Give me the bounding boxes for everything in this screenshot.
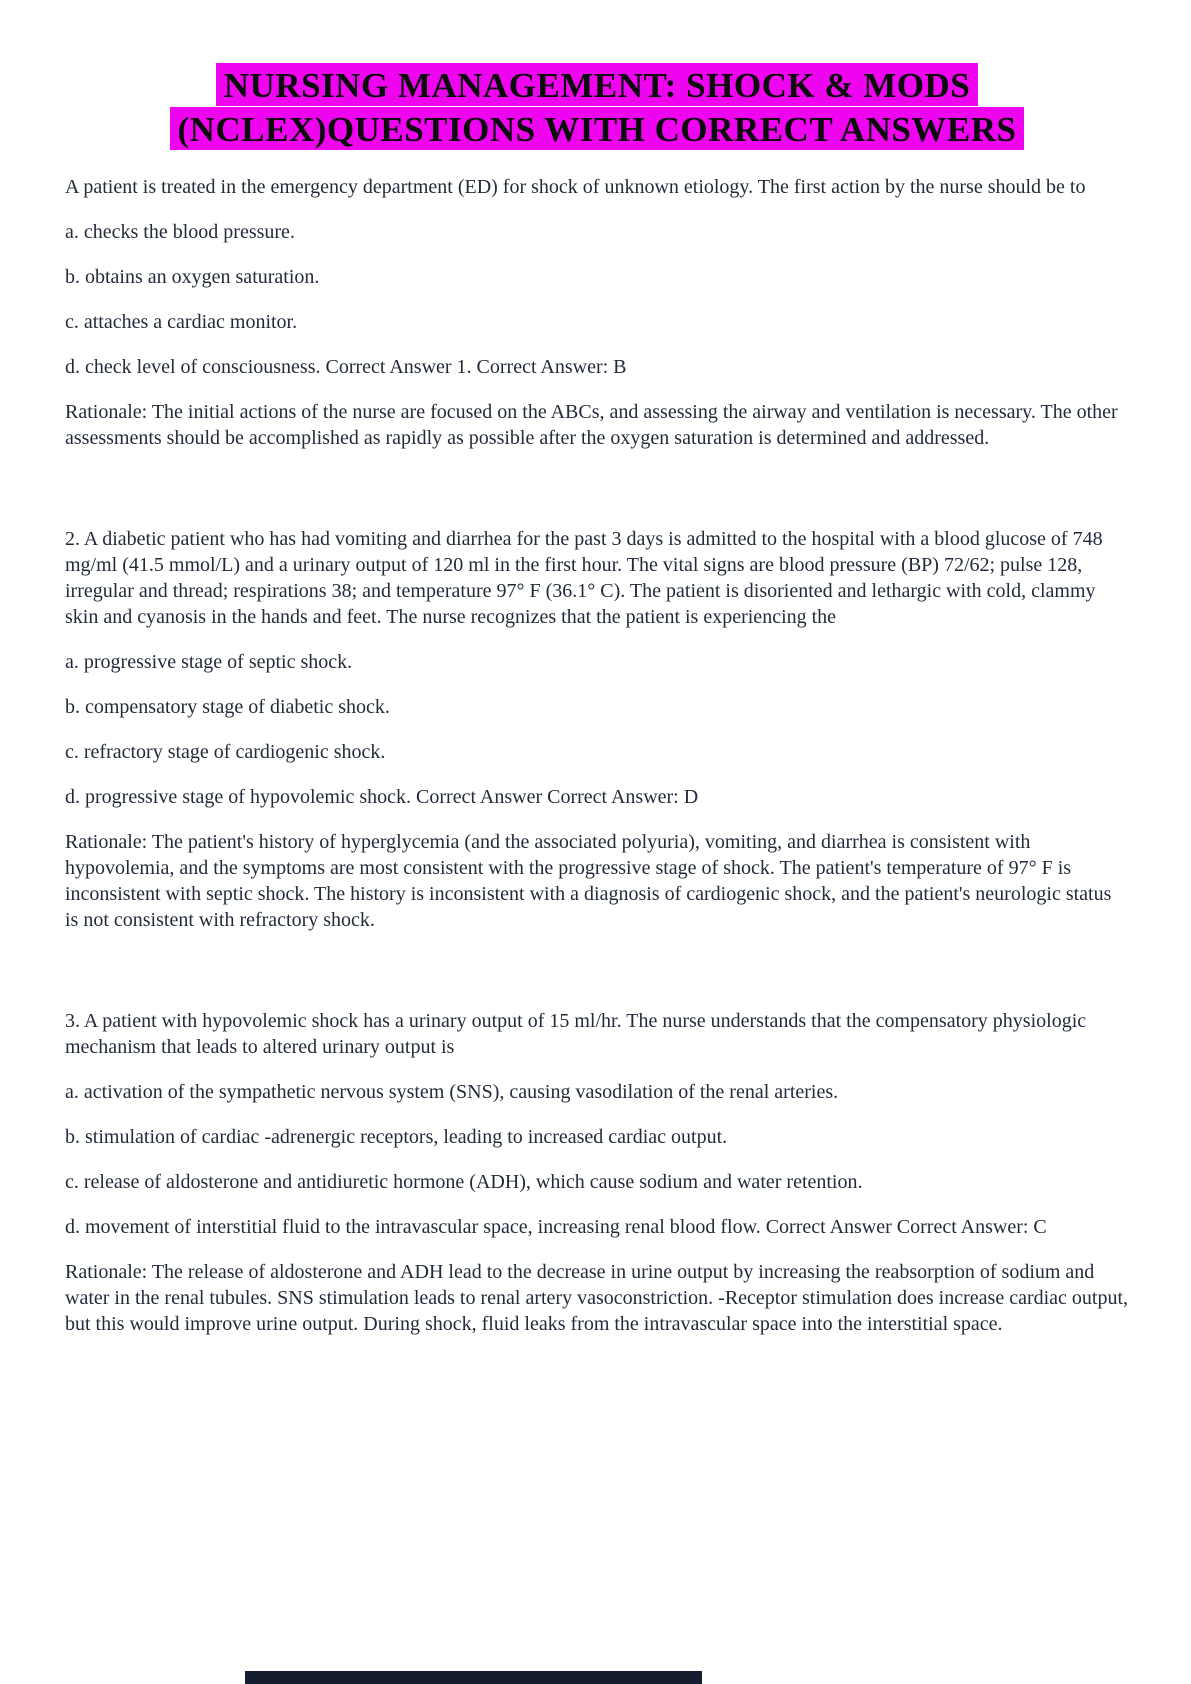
- answer-option-b: b. compensatory stage of diabetic shock.: [65, 696, 390, 718]
- question-block-2: [65, 526, 1129, 933]
- rationale-text: Rationale: The initial actions of the nurse are focused on the ABCs, and assessing the airway and ventilation is necessary. The other assessments should be accomplished as rapidly as possible after the oxygen saturation is determined and addressed.: [65, 401, 1118, 449]
- answer-option-d: d. movement of interstitial fluid to the intravascular space, increasing renal blood flow. Correct Answer Correct Answer: C: [65, 1216, 1047, 1238]
- answer-option-b: b. obtains an oxygen saturation.: [65, 266, 320, 288]
- answer-option-a: a. activation of the sympathetic nervous system (SNS), causing vasodilation of the renal arteries.: [65, 1081, 839, 1103]
- question-stem: 3. A patient with hypovolemic shock has a urinary output of 15 ml/hr. The nurse understands that the compensatory physiologic mechanism that leads to altered urinary output is: [65, 1010, 1087, 1058]
- question-block-3: [65, 1008, 1129, 1337]
- answer-option-d: d. progressive stage of hypovolemic shock. Correct Answer Correct Answer: D: [65, 786, 699, 808]
- question-stem: 2. A diabetic patient who has had vomiting and diarrhea for the past 3 days is admitted to the hospital with a blood glucose of 748 mg/ml (41.5 mmol/L) and a urinary output of 120 ml in the first hour. The vital signs are blood pressure (BP) 72/62; pulse 128, irregular and thread; respirations 38; and temperature 97° F (36.1° C). The patient is disoriented and lethargic with cold, clammy skin and cyanosis in the hands and feet. The nurse recognizes that the patient is experiencing the: [65, 528, 1103, 628]
- page-title-line2: (NCLEX)QUESTIONS WITH CORRECT ANSWERS: [170, 107, 1025, 150]
- answer-option-a: a. checks the blood pressure.: [65, 221, 295, 243]
- answer-option-b: b. stimulation of cardiac -adrenergic receptors, leading to increased cardiac output.: [65, 1126, 728, 1148]
- answer-option-c: c. attaches a cardiac monitor.: [65, 311, 298, 333]
- answer-option-c: c. release of aldosterone and antidiuretic hormone (ADH), which cause sodium and water retention.: [65, 1171, 863, 1193]
- rationale-text: Rationale: The patient's history of hyperglycemia (and the associated polyuria), vomiting, and diarrhea is consistent with hypovolemia, and the symptoms are most consistent with the progressive stage of shock. The patient's temperature of 97° F is inconsistent with septic shock. The history is inconsistent with a diagnosis of cardiogenic shock, and the patient's neurologic status is not consistent with refractory shock.: [65, 831, 1112, 931]
- rationale-text: Rationale: The release of aldosterone and ADH lead to the decrease in urine output by increasing the reabsorption of sodium and water in the renal tubules. SNS stimulation leads to renal artery vasoconstriction. -Receptor stimulation does increase cardiac output, but this would improve urine output. During shock, fluid leaks from the intravascular space into the interstitial space.: [65, 1261, 1129, 1335]
- question-block-1: [65, 174, 1129, 451]
- answer-option-a: a. progressive stage of septic shock.: [65, 651, 353, 673]
- page-title: [65, 64, 1129, 152]
- question-stem: A patient is treated in the emergency department (ED) for shock of unknown etiology. The first action by the nurse should be to: [65, 176, 1086, 198]
- page-title-line1: NURSING MANAGEMENT: SHOCK & MODS: [216, 63, 978, 106]
- next-page-content-edge: [245, 1671, 702, 1684]
- answer-option-c: c. refractory stage of cardiogenic shock.: [65, 741, 386, 763]
- answer-option-d: d. check level of consciousness. Correct Answer 1. Correct Answer: B: [65, 356, 627, 378]
